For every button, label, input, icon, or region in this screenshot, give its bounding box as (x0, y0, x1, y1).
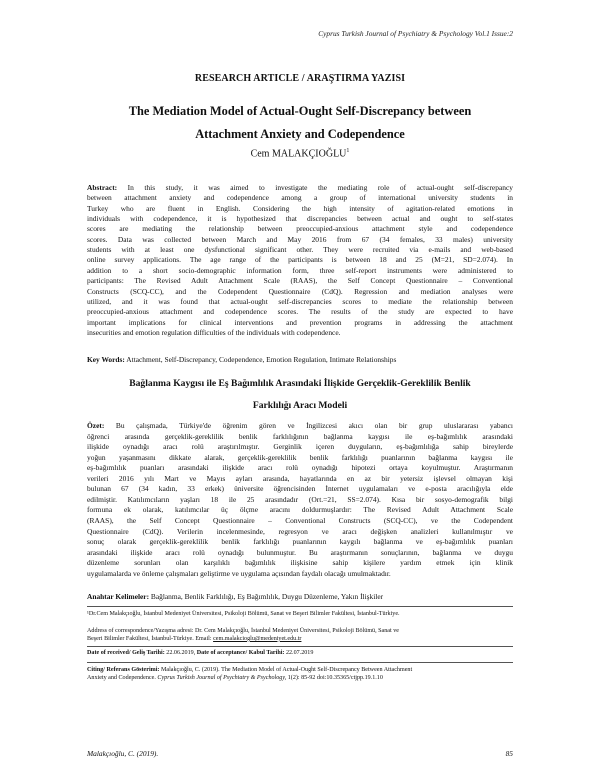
accepted-date: 22.07.2019 (284, 650, 314, 656)
abstract-en-line: individuals with codependence, it is hypothesized that discrepancies between actual and ought to self-states (87, 214, 513, 224)
citation-line-1: Citing/ Referans Gösterimi: Malakçıoğlu, C. (2019). The Mediation Model of Actual-Ought Self-Discrepancy Between Attachment (87, 667, 413, 673)
abstract-en-line: addition to a short socio-demographic information form, three self-report instruments were administered to (87, 265, 513, 275)
paper-title-line-2: Attachment Anxiety and Codependence (195, 127, 405, 141)
article-type: RESEARCH ARTICLE / ARAŞTIRMA YAZISI (194, 73, 406, 84)
abstract-en-line: important implications for clinical interventions and prevention programs in addressing the attachment (87, 317, 513, 327)
abstract-tr-line: Questionnaire (CdQ). Verilerin incelenmesinde, regresyon ve aracı değişken analizleri kullanılmıştır ve (87, 526, 513, 536)
correspondence (87, 628, 513, 644)
citation (87, 667, 513, 683)
abstract-en-line: Turkey who are fluent in English. Considering the high intensity of agitation-related emotions in (87, 203, 513, 213)
footer-author: Malakçıoğlu, C. (2019). (87, 749, 159, 758)
abstract-en-line: online survey applications. The age range of the participants is between 18 and 25 (M=21, SD=2.074). In (87, 255, 513, 265)
title-tr (87, 373, 513, 417)
divider (87, 606, 513, 607)
divider (87, 646, 513, 647)
abstract-en-line: Abstract: In this study, it was aimed to investigate the mediating role of actual-ought self-discrepancy (87, 183, 513, 192)
abstract-tr-line: eş-bağımlılık puanları arasındaki ilişkide aracı rolü oynadığı hipotezi ortaya koyulmuştur. Araştırmanın (87, 463, 513, 473)
abstract-tr-line: ilişkide oynadığı aracı rolü araştırılmıştır. Gerginlik içeren duyguların, eş-bağımlılığa sahip bireylerde (87, 442, 513, 452)
abstract-tr-line: bulunan 67 (34 kadın, 33 erkek) üniversite öğrencisinden İnternet uygulamaları ve e-posta aracılığıyla elde (87, 484, 513, 494)
abstract-tr-line: verileri 2016 yılı Mart ve Mayıs ayları arasında, hayatlarında en az bir yetersiz işlevsel olmayan kişi (87, 473, 513, 483)
title-tr-line-1: Bağlanma Kaygısı ile Eş Bağımlılık Arasındaki İlişkide Gerçeklik-Gereklilik Benlik (129, 378, 471, 389)
abstract-en-line: scores. Data was collected between March and May 2016 from 67 (34 females, 33 males) university (87, 234, 513, 244)
abstract-tr-line: düzenleme sorunları olan karşılıklı bağımlılık ilişkisine sahip kişilere yardım etmek için klinik (87, 558, 513, 568)
paper-title (87, 100, 513, 146)
abstract-tr-line: formuna ek olarak, katılımcılar üç ölçme aracını doldurmuşlardır: The Revised Adult Attachment Scale (87, 505, 513, 515)
keywords-tr-text: Bağlanma, Benlik Farklılığı, Eş Bağımlılık, Duygu Düzenleme, Yakın İlişkiler (149, 592, 384, 601)
abstract-en-line: insecurities and emotion regulation difficulties of the individuals with codependence. (87, 327, 341, 337)
abstract-en-line: Constructs (SCQ-CC), and the Codependent Questionnaire (CdQ). Regression and mediation analyses were (87, 286, 513, 296)
keywords-tr-label: Anahtar Kelimeler: (87, 592, 150, 601)
abstract-tr-line: öğrenci arasında gerçeklik-gereklilik benlik farklılığının bağlanma kaygısı ile eş-bağımlılık arasındaki (87, 431, 513, 441)
abstract-tr-line: arasındaki ilişkide aracı rolü oynadığı bulunmuştur. Bu araştırmanın sonuçlarının, bağlanma ve duygu (87, 547, 513, 557)
email-link[interactable]: cem.malakcioglu@medeniyet.edu.tr (213, 635, 302, 642)
citation-journal: Cyprus Turkish Journal of Psychiatry & Psychology, (157, 674, 287, 681)
author-affiliation-marker: 1 (346, 148, 350, 154)
divider (87, 662, 513, 663)
accepted-label: Date of acceptance/ Kabul Tarihi: (196, 650, 285, 656)
abstract-tr-line: yoğun yaşanmasını dikkate alarak, gerçeklik-gereklilik benlik farklılığı puanlarının bağlanma kaygısı ile (87, 452, 513, 462)
abstract-en-line: preoccupied-anxious attachment and codependence scores. The results of the study are expected to have (87, 307, 513, 317)
abstract-en-line: scores are mediating the relationship between preoccupied-anxious attachment style and codependence (87, 224, 513, 234)
author (87, 148, 513, 159)
abstract-tr-line: edilmiştir. Katılımcıların yaşları 18 ile 25 arasındadır (Ort.=21, SS=2.074). Kısa bir sosyo-demografik bilgi (87, 494, 513, 504)
correspondence-line-1: Address of correspondence/Yazışma adresi: Dr. Cem Malakçıoğlu, İstanbul Medeniyet Üniversitesi, Psikoloji Bölümü, Sanat ve (87, 628, 399, 634)
page-number: 85 (505, 749, 513, 758)
abstract-en-line: students with at least one dysfunctional significant other. They were recruited via e-mails and web-based (87, 245, 513, 255)
dates (87, 650, 513, 658)
paper-title-line-1: The Mediation Model of Actual-Ought Self-Discrepancy between (128, 104, 472, 118)
abstract-tr-line: uygulamalarda ve önleme çalışmaları geliştirme ve uygulama açısından faydalı olacağı umulmaktadır. (87, 568, 391, 578)
citation-line-2: Anxiety and Codependence. Cyprus Turkish Journal of Psychiatry & Psychology, 1(2): 85-92 doi:10.35365/ctjpp.19.1.10 (87, 674, 383, 681)
journal-header: Cyprus Turkish Journal of Psychiatry & Psychology Vol.1 Issue:2 (318, 29, 513, 38)
keywords-en-text: Attachment, Self-Discrepancy, Codependence, Emotion Regulation, Intimate Relationships (124, 355, 397, 364)
keywords-en-label: Key Words: (87, 355, 125, 364)
abstract-en-line: utilized, and it was found that actual-ought self-discrepancies scores to mediate the relationship between (87, 296, 513, 306)
abstract-tr-line: (RAAS), the Self Concept Questionnaire – Conventional Constructs (SCQ-CC), ve the Codependent (87, 515, 513, 525)
keywords-en (87, 355, 513, 364)
abstract-tr-label: Özet: (87, 421, 105, 430)
citation-label: Citing/ Referans Gösterimi: (87, 667, 160, 673)
abstract-tr-line: Özet: Bu çalışmada, Türkiye'de öğrenim gören ve İngilizcesi akıcı olan bir grup uluslararası yabancı (87, 421, 513, 430)
correspondence-line-2: Beşeri Bilimler Fakültesi, İstanbul-Türkiye. Email: cem.malakcioglu@medeniyet.edu.tr (87, 635, 302, 642)
received-date: 22.06.2019, (164, 650, 197, 656)
abstract-en-line: participants: The Revised Adult Attachment Scale (RAAS), the Self Concept Questionnaire – Conventional (87, 276, 513, 286)
title-tr-line-2: Farklılığı Aracı Modeli (252, 400, 348, 411)
abstract-en-label: Abstract: (87, 183, 118, 192)
abstract-en-line: between attachment anxiety and codependence among a group of international university students in (87, 193, 513, 203)
received-label: Date of received/ Geliş Tarihi: (87, 650, 165, 656)
author-name: Cem MALAKÇIOĞLU (250, 148, 347, 160)
abstract-tr-line: sonuç olarak gerçeklik-gereklilik benlik farklılığı puanlarının kaygılı bağlanma ve eş-bağımlılık puanları (87, 537, 513, 547)
affiliation: ¹Dr.Cem Malakçıoğlu, İstanbul Medeniyet Üniversitesi, Psikoloji Bölümü, Sanat ve Beşeri Bilimler Fakültesi, İstanbul-Türkiye. (87, 611, 400, 617)
keywords-tr (87, 592, 513, 601)
